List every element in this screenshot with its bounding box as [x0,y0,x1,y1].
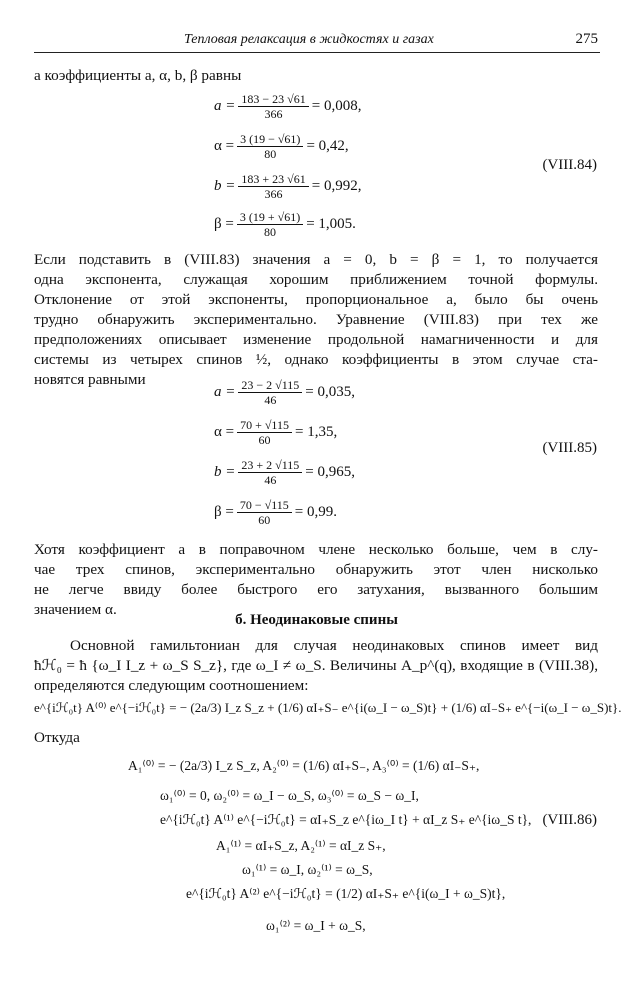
paragraph-2: Хотя коэффициент a в поправочном члене несколько больше, чем в слу- чае трех спинов, экспериментально обнаружить этот член нисколько не легче ввиду более быстрого его затухания, вызванного большим значением α. [34,541,598,618]
intro-text: а коэффициенты a, α, b, β равны [34,67,242,84]
eq86-line: e^{iℋ₀t} A⁽¹⁾ e^{−iℋ₀t} = αI₊S_z e^{iω_I t} + αI_z S₊ e^{iω_S t}, [160,812,532,827]
eq84-a: a = $\frac{183 - 23 √61}{366}$ = 0,008, [214,92,362,121]
page-number: 275 [575,31,598,47]
section-title: б. Неодинаковые спины [235,612,398,628]
eq84-label: (VIII.84) [542,157,597,173]
eq85-b: b = $\frac{23 + 2 √115}{46}$ = 0,965, [214,458,356,487]
eq86-line: A₁⁽⁰⁾ = − (2a/3) I_z S_z, A₂⁽⁰⁾ = (1/6) αI₊S₋, A₃⁽⁰⁾ = (1/6) αI₋S₊, [128,758,480,773]
eq86-line: ω₁⁽²⁾ = ω_I + ω_S, [266,918,366,933]
eq84-b: b = $\frac{183 + 23 √61}{366}$ = 0,992, [214,172,362,201]
paragraph-1: Если подставить в (VIII.83) значения a = 0, b = β = 1, то получается одна экспонента, служащая хорошим приближением точной формулы. Отклонение от этой экспоненты, пропорциональное a, было бы очень трудно обнаружить экспериментально. Уравнение (VIII.83) при тех же предположениях описывает изменение продольной намагниченности и для системы из четырех спинов ½, однако коэффициенты в этом случае ста- новятся равными [34,251,598,388]
eq86-line: ω₁⁽¹⁾ = ω_I, ω₂⁽¹⁾ = ω_S, [242,862,373,877]
eq84-beta: β = $\frac{3 (19 + √61)}{80}$ = 1,005. [214,210,356,239]
running-header [34,30,600,53]
eq85-label: (VIII.85) [542,440,597,456]
eq86-label: (VIII.86) [542,812,597,828]
eq85-alpha: α = $\frac{70 + √115}{60}$ = 1,35, [214,418,338,447]
header-title: Тепловая релаксация в жидкостях и газах [184,32,434,47]
eq85-a: a = $\frac{23 - 2 √115}{46}$ = 0,035, [214,378,356,407]
eq86-line: e^{iℋ₀t} A⁽²⁾ e^{−iℋ₀t} = (1/2) αI₊S₊ e^{i(ω_I + ω_S)t}, [186,886,506,901]
main-equation: e^{iℋ₀t} A⁽⁰⁾ e^{−iℋ₀t} = − (2a/3) I_z S_z + (1/6) αI₊S₋ e^{i(ω_I − ω_S)t} + (1/6) αI₋S₊ e^{−i(ω_I − ω_S)t}. [34,700,622,715]
otkuda-text: Откуда [34,729,80,746]
eq86-line: A₁⁽¹⁾ = αI₊S_z, A₂⁽¹⁾ = αI_z S₊, [216,838,386,853]
eq85-beta: β = $\frac{70 - √115}{60}$ = 0,99. [214,498,337,527]
eq86-line: ω₁⁽⁰⁾ = 0, ω₂⁽⁰⁾ = ω_I − ω_S, ω₃⁽⁰⁾ = ω_S − ω_I, [160,788,419,803]
eq84-alpha: α = $\frac{3 (19 - √61)}{80}$ = 0,42, [214,132,349,161]
paragraph-3: Основной гамильтониан для случая неодинаковых спинов имеет вид ħℋ₀ = ħ {ω_I I_z + ω_S S_z}, где ω_I ≠ ω_S. Величины A_p^(q), входящие в (VIII.38), определяются следующим соотношением: [34,637,598,694]
